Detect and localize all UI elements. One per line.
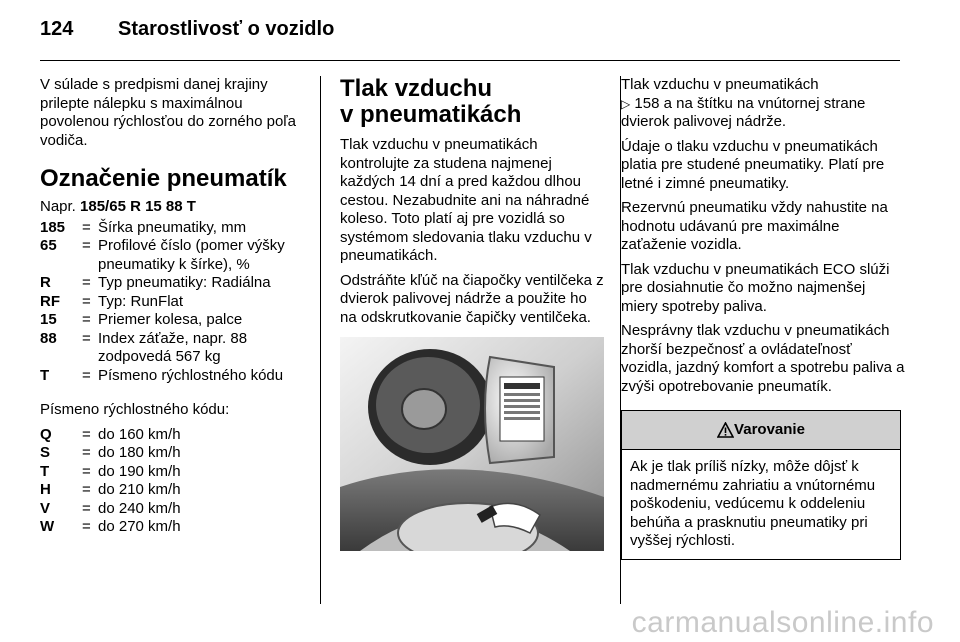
speed-row: V = do 240 km/h — [40, 499, 181, 517]
definition-row: T = Písmeno rýchlostného kódu — [40, 366, 284, 384]
header-divider — [40, 60, 900, 61]
example-code: 185/65 R 15 88 T — [80, 198, 196, 215]
warning-triangle-icon — [717, 422, 734, 438]
definition-row: 88 = Index záťaže, napr. 88 zodpovedá 567 kg — [40, 329, 248, 365]
speed-row: H = do 210 km/h — [40, 481, 181, 498]
definition-row: 15 = Priemer kolesa, palce — [40, 311, 243, 328]
speed-row: T = do 190 km/h — [40, 462, 181, 480]
speed-row: S = do 180 km/h — [40, 444, 181, 461]
definition-row: 65 = Profilové číslo (pomer výšky pneumatiky k šírke), % — [40, 237, 285, 273]
warning-header — [622, 411, 900, 450]
warning-box — [621, 410, 901, 560]
page-number: 124 — [40, 18, 74, 40]
fuel-door-illustration — [340, 337, 604, 551]
intro-paragraph: V súlade s predpismi danej krajiny prilepte nálepku s maximálnou povolenou rýchlosťou do zorného poľa vodiča. — [40, 76, 297, 149]
watermark: carmanualsonline.info — [631, 606, 934, 639]
eco-pressure-paragraph: Tlak vzduchu v pneumatikách ECO slúži pre dosiahnutie čo možno najmenšej miery spotreby paliva. — [621, 260, 890, 315]
page-reference-arrow-icon: ▷ — [621, 96, 631, 111]
speed-code-list — [40, 426, 302, 537]
reference-paragraph: Tlak vzduchu v pneumatikách ▷ 158 a na štítku na vnútornej strane dvierok palivovej nádrže. — [621, 76, 866, 130]
spare-tire-paragraph: Rezervnú pneumatiku vždy nahustite na hodnotu udávanú pre maximálne zaťaženie vozidla. — [621, 199, 888, 253]
definition-row: R = Typ pneumatiky: Radiálna — [40, 274, 271, 291]
pressure-paragraph-2: Odstráňte kľúč na čiapočky ventilčeka z dvierok palivovej nádrže a použite ho na odskrutkovanie čapičky ventilčeka. — [340, 271, 604, 326]
pressure-paragraph-1: Tlak vzduchu v pneumatikách kontrolujte za studena najmenej každých 14 dní a pred každou dlhou cestou. Nezabudnite ani na náhradné koleso. Toto platí aj pre vozidlá so systémom sledovania tlaku vzduchu v pneumatikách. — [340, 136, 592, 264]
example-line — [40, 198, 302, 217]
pressure-data-paragraph: Údaje o tlaku vzduchu v pneumatikách platia pre studené pneumatiky. Platí pre letné i zimné pneumatiky. — [621, 137, 885, 192]
speed-row: Q = do 160 km/h — [40, 425, 181, 443]
page-header — [40, 14, 920, 46]
incorrect-pressure-paragraph: Nesprávny tlak vzduchu v pneumatikách zhorší bezpečnosť a ovládateľnosť vozidla, jazdný komfort a spotrebu paliva a zvýši opotrebovanie pneumatík. — [621, 322, 905, 395]
example-prefix: Napr. — [40, 198, 81, 215]
warning-title: Varovanie — [734, 421, 805, 438]
column-1 — [40, 76, 302, 537]
tire-marking-heading: Označenie pneumatík — [40, 165, 287, 192]
tire-pressure-heading: Tlak vzduchu v pneumatikách — [340, 75, 522, 128]
column-divider-1 — [320, 76, 321, 604]
section-title: Starostlivosť o vozidlo — [118, 18, 335, 40]
warning-text: Ak je tlak príliš nízky, môže dôjsť k nadmernému zahriatiu a vnútornému poškodeniu, vedúcemu k oddeleniu behúňa a prasknutiu pneumatiky pri vyššej rýchlosti. — [630, 458, 876, 549]
speed-code-intro: Písmeno rýchlostného kódu: — [40, 401, 230, 418]
column-2 — [340, 76, 604, 551]
definition-row: RF = Typ: RunFlat — [40, 292, 184, 310]
fuel-door-valve-photo — [340, 337, 604, 551]
column-3 — [621, 76, 905, 560]
definition-table — [40, 219, 302, 386]
definition-row: 185 = Šírka pneumatiky, mm — [40, 218, 247, 236]
speed-row: W = do 270 km/h — [40, 518, 181, 535]
